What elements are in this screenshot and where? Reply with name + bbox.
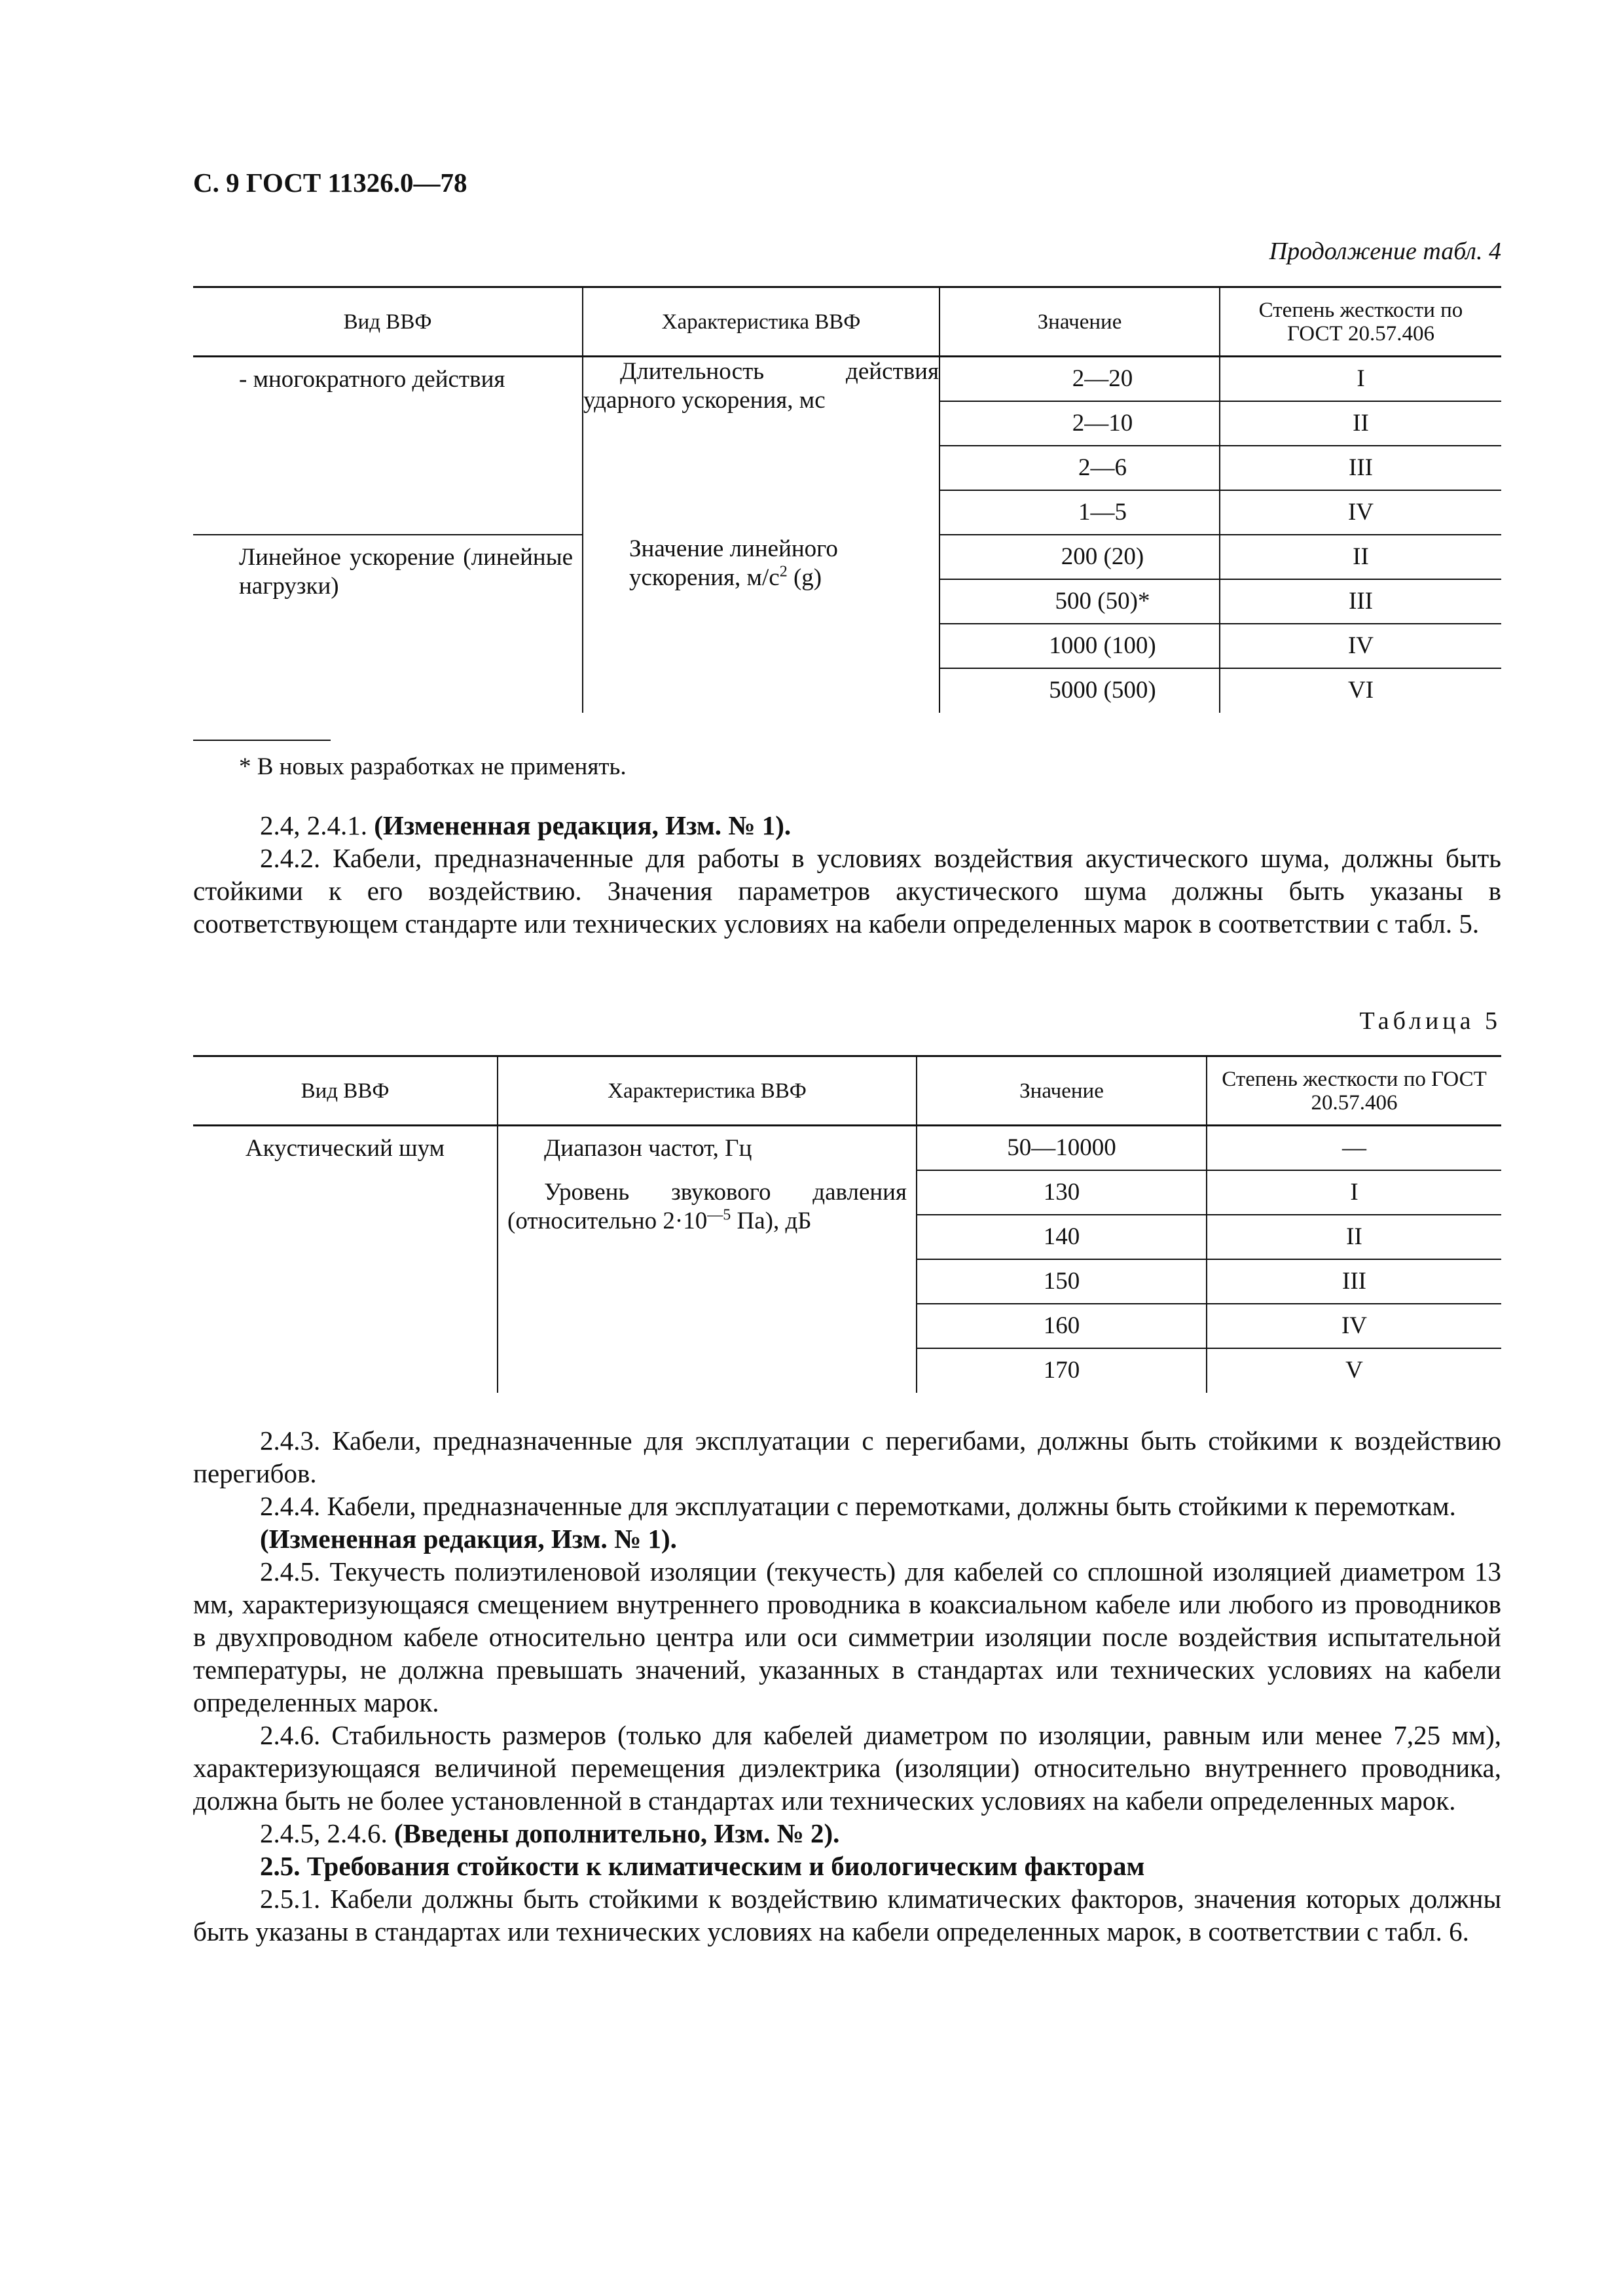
table-cell-severity: IV [1220, 624, 1501, 668]
table-cell-value: 1—5 [939, 490, 1220, 535]
table-cell-value: 150 [917, 1259, 1207, 1304]
table-cell-value: 200 (20) [939, 535, 1220, 579]
table-cell-value: 1000 (100) [939, 624, 1220, 668]
section-heading-2-5: 2.5. Требования стойкости к климатическим и биологическим факторам [260, 1851, 1145, 1881]
text-block-2 [193, 1424, 1501, 1948]
col-header-characteristic: Характеристика ВВФ [583, 287, 939, 357]
table-cell-value: 140 [917, 1215, 1207, 1259]
amendment-note: (Измененная редакция, Изм. № 1). [260, 1524, 677, 1554]
type-text: Линейное ускорение (линейные нагрузки) [239, 543, 573, 600]
table-cell-value: 5000 (500) [939, 668, 1220, 713]
table-cell-severity: III [1207, 1259, 1501, 1304]
paragraph-2-4-3: 2.4.3. Кабели, предназначенные для эксплуатации с перегибами, должны быть стойкими к воздействию перегибов. [193, 1426, 1501, 1488]
col-header-severity: Степень жесткости по ГОСТ 20.57.406 [1220, 287, 1501, 357]
table-cell-severity: — [1207, 1126, 1501, 1170]
table-cell-severity: III [1220, 579, 1501, 624]
table-cell-severity: II [1207, 1215, 1501, 1259]
table-cell-severity: II [1220, 535, 1501, 579]
table-cell-characteristic: Значение линейного ускорения, $м/с^2$ (g) [583, 535, 939, 713]
paragraph-2-4-2: 2.4.2. Кабели, предназначенные для работы в условиях воздействия акустического шума, должны быть стойкими к его воздействию. Значения параметров акустического шума должны быть указаны в соответствующем стандарте или технических условиях на кабели определенных марок в соответствии с табл. 5. [193, 843, 1501, 939]
footnote: * В новых разработках не применять. [239, 753, 627, 780]
col-header-value: Значение [917, 1056, 1207, 1126]
footnote-divider [193, 740, 331, 741]
table-cell-characteristic: Диапазон частот, Гц [498, 1126, 917, 1170]
paragraph-2-5-1: 2.5.1. Кабели должны быть стойкими к воздействию климатических факторов, значения которых должны быть указаны в стандартах или технических условиях на кабели определенных марок, в соответствии с табл. 6. [193, 1884, 1501, 1946]
table5-label: Таблица 5 [1359, 1007, 1501, 1035]
table-cell-value: 50—10000 [917, 1126, 1207, 1170]
table-cell-severity: I [1207, 1170, 1501, 1215]
table-cell-severity: III [1220, 446, 1501, 490]
paragraph-2-4-5: 2.4.5. Текучесть полиэтиленовой изоляции (текучесть) для кабелей со сплошной изоляцией диаметром 13 мм, характеризующаяся смещением внутреннего проводника в коаксиальном кабеле или любого из проводников в двухпроводном кабеле относительно центра или оси симметрии изоляции после воздействия испытательной температуры, не должна превышать значений, указанных в стандартах или технических условиях на кабели определенных марок. [193, 1556, 1501, 1717]
table-cell-value: 130 [917, 1170, 1207, 1215]
table-cell-value: 2—6 [939, 446, 1220, 490]
table-cell-severity: VI [1220, 668, 1501, 713]
paragraph-2-4-6: 2.4.6. Стабильность размеров (только для кабелей диаметром по изоляции, равным или менее 7,25 мм), характеризующаяся величиной перемещения диэлектрика (изоляции) относительно внутреннего проводника, должна быть не более установленной в стандартах или технических условиях на кабели определенных марок. [193, 1720, 1501, 1816]
table-cell-severity: II [1220, 401, 1501, 446]
col-header-type: Вид ВВФ [193, 287, 583, 357]
table-4 [193, 286, 1501, 713]
paragraph-2-4-4: 2.4.4. Кабели, предназначенные для эксплуатации с перемотками, должны быть стойкими к перемоткам. [260, 1491, 1456, 1521]
table-cell-type: Акустический шум [245, 1135, 445, 1162]
col-header-type: Вид ВВФ [193, 1056, 498, 1126]
table-cell-severity: IV [1220, 490, 1501, 535]
table-cell-value: 160 [917, 1304, 1207, 1348]
table-cell-characteristic: Длительность действия ударного ускорения, мс [583, 357, 939, 535]
page-header: С. 9 ГОСТ 11326.0—78 [193, 168, 467, 198]
col-header-characteristic: Характеристика ВВФ [498, 1056, 917, 1126]
table-cell-characteristic: Уровень звукового давления (относительно $2\cdot 10^{—5}$ Па), дБ [498, 1170, 917, 1393]
table-cell-value: 2—10 [939, 401, 1220, 446]
table-cell-type [193, 535, 583, 713]
paragraph-2-4: 2.4, 2.4.1. (Измененная редакция, Изм. № 1). [260, 810, 792, 840]
table-5 [193, 1055, 1501, 1393]
document-page [193, 0, 1501, 2296]
col-header-severity: Степень жесткости по ГОСТ 20.57.406 [1207, 1056, 1501, 1126]
text-block-1 [193, 809, 1501, 940]
table4-continuation-label: Продолжение табл. 4 [1269, 238, 1501, 265]
table-cell-severity: I [1220, 357, 1501, 401]
table-cell-severity: V [1207, 1348, 1501, 1393]
col-header-value: Значение [939, 287, 1220, 357]
table-cell-value: 500 (50)* [939, 579, 1220, 624]
paragraph-2-4-5-6: 2.4.5, 2.4.6. (Введены дополнительно, Изм. № 2). [260, 1818, 840, 1848]
table-cell-value: 2—20 [939, 357, 1220, 401]
table-cell-value: 170 [917, 1348, 1207, 1393]
table-cell-type: - многократного действия [239, 366, 505, 393]
table-cell-severity: IV [1207, 1304, 1501, 1348]
